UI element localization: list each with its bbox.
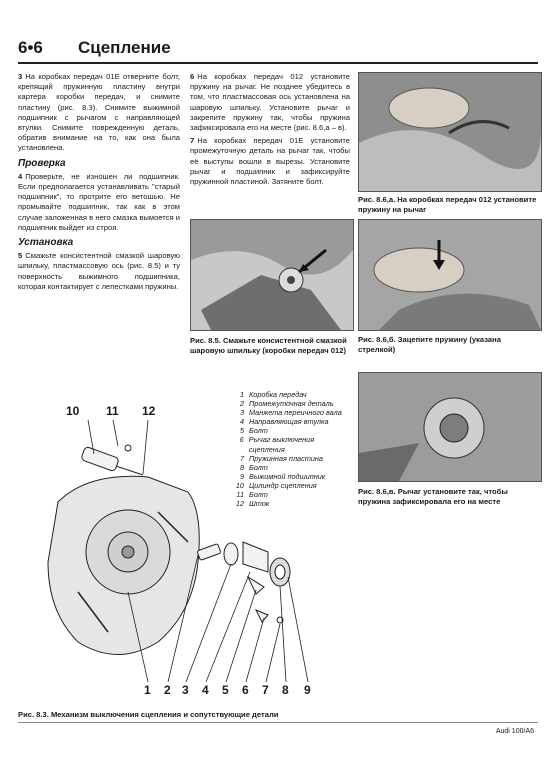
legend-item: 1 Коробка передач [239,390,307,399]
callout-2: 2 [164,683,171,697]
legend-item: 10 Цилиндр сцепления [235,480,317,490]
callout-3: 3 [182,683,189,697]
header-rule [18,62,538,64]
footer-book-title: Audi 100/A6 [495,728,534,735]
paragraph-6: 6 На коробках передач 012 установите пружину на рычаг. Не позднее убедитесь в том, что пластмассовая ось установлена на шаровую шпильку. Установите рычаг и закрепите пружину так, чтобы пружина зафиксировала его на месте (рис. 8.6,а – в). [190,72,350,133]
legend-item: 7 Пружинная пластина [239,453,323,463]
callout-9: 9 [304,683,311,697]
photo-fig-8-6c [358,372,542,482]
photo-fig-8-5 [190,219,354,331]
photo-fig-8-6b [358,219,542,331]
caption-fig-8-6c: Рис. 8.6,в. Рычаг установите так, чтобы пружина зафиксировала его на месте [358,487,508,506]
photo-fig-8-6a [358,72,542,192]
callout-6: 6 [242,683,249,697]
callout-7: 7 [262,683,269,697]
legend-item: 5 Болт [239,426,268,436]
legend-item: 8 Болт [239,462,268,472]
heading-install: Установка [18,237,74,249]
legend-item: 11 Болт [236,490,268,500]
section-title: Сцепление [78,38,171,57]
legend-item: 4 Направляющая втулка [239,417,329,427]
caption-fig-8-5: Рис. 8.5. Смажьте консистентной смазкой шаровую шпильку (коробки передач 012) [190,336,347,355]
paragraph-3: 3 На коробках передач 01E отверните болт, крепящий пружинную пластину внутри картера коробки передач, и снимите пластину (рис. 8.3). Снимите выжимной подшипник с рычагом с направляющей втулки. Снимите поврежденную деталь, обратив внимание на то, как она была установлена. [18,72,180,153]
text-column-2 [190,72,350,190]
caption-fig-8-3: Рис. 8.3. Механизм выключения сцепления и сопутствующие детали [18,710,279,719]
page-header [18,36,538,62]
paragraph-5: 5 Смажьте консистентной смазкой шаровую шпильку, пластмассовую ось (рис. 8.5) и ту поверхность выжимного подшипника, которая контактирует с лепестками пружины. [18,251,180,291]
callout-8: 8 [282,683,289,697]
paragraph-4: 4 Проверьте, не изношен ли подшипник. Если предполагается устанавливать "старый подшипник", то протрите его ветошью. Не промывайте подшипник, так как в этом случае заложенная в него смазка вымоется и подшипник выйдет из строя. [18,171,180,232]
legend-item: 2 Промежуточная деталь [239,399,334,409]
footer-rule [18,722,538,723]
callout-1: 1 [144,683,151,697]
caption-fig-8-6b: Рис. 8.6,б. Зацепите пружину (указана стрелкой) [358,335,501,354]
callout-5: 5 [222,683,229,697]
legend-item: 3 Манжета переичного вала [239,408,342,418]
callout-4: 4 [202,683,209,697]
heading-check: Проверка [18,157,66,169]
parts-legend [230,390,350,508]
section-number: 6•6 [18,38,43,57]
paragraph-7: 7 На коробках передач 01E установите промежуточную деталь на рычаг так, чтобы её выступы вошли в вырезы. Установите рычаг и подшипник и зафиксируйте пружинной пластиной. Затяните болт. [190,136,350,187]
callout-10: 10 [66,404,80,418]
legend-item: 12 Шток [235,499,270,509]
callout-12: 12 [142,404,156,418]
legend-item: 6 Рычаг выключения сцепления [239,435,315,454]
text-column-1 [18,72,180,295]
legend-item: 9 Выжимной подшипник [239,471,326,481]
callout-11: 11 [106,404,119,418]
caption-fig-8-6a: Рис. 8.6,а. На коробках передач 012 установите пружину на рычаг [358,195,537,214]
